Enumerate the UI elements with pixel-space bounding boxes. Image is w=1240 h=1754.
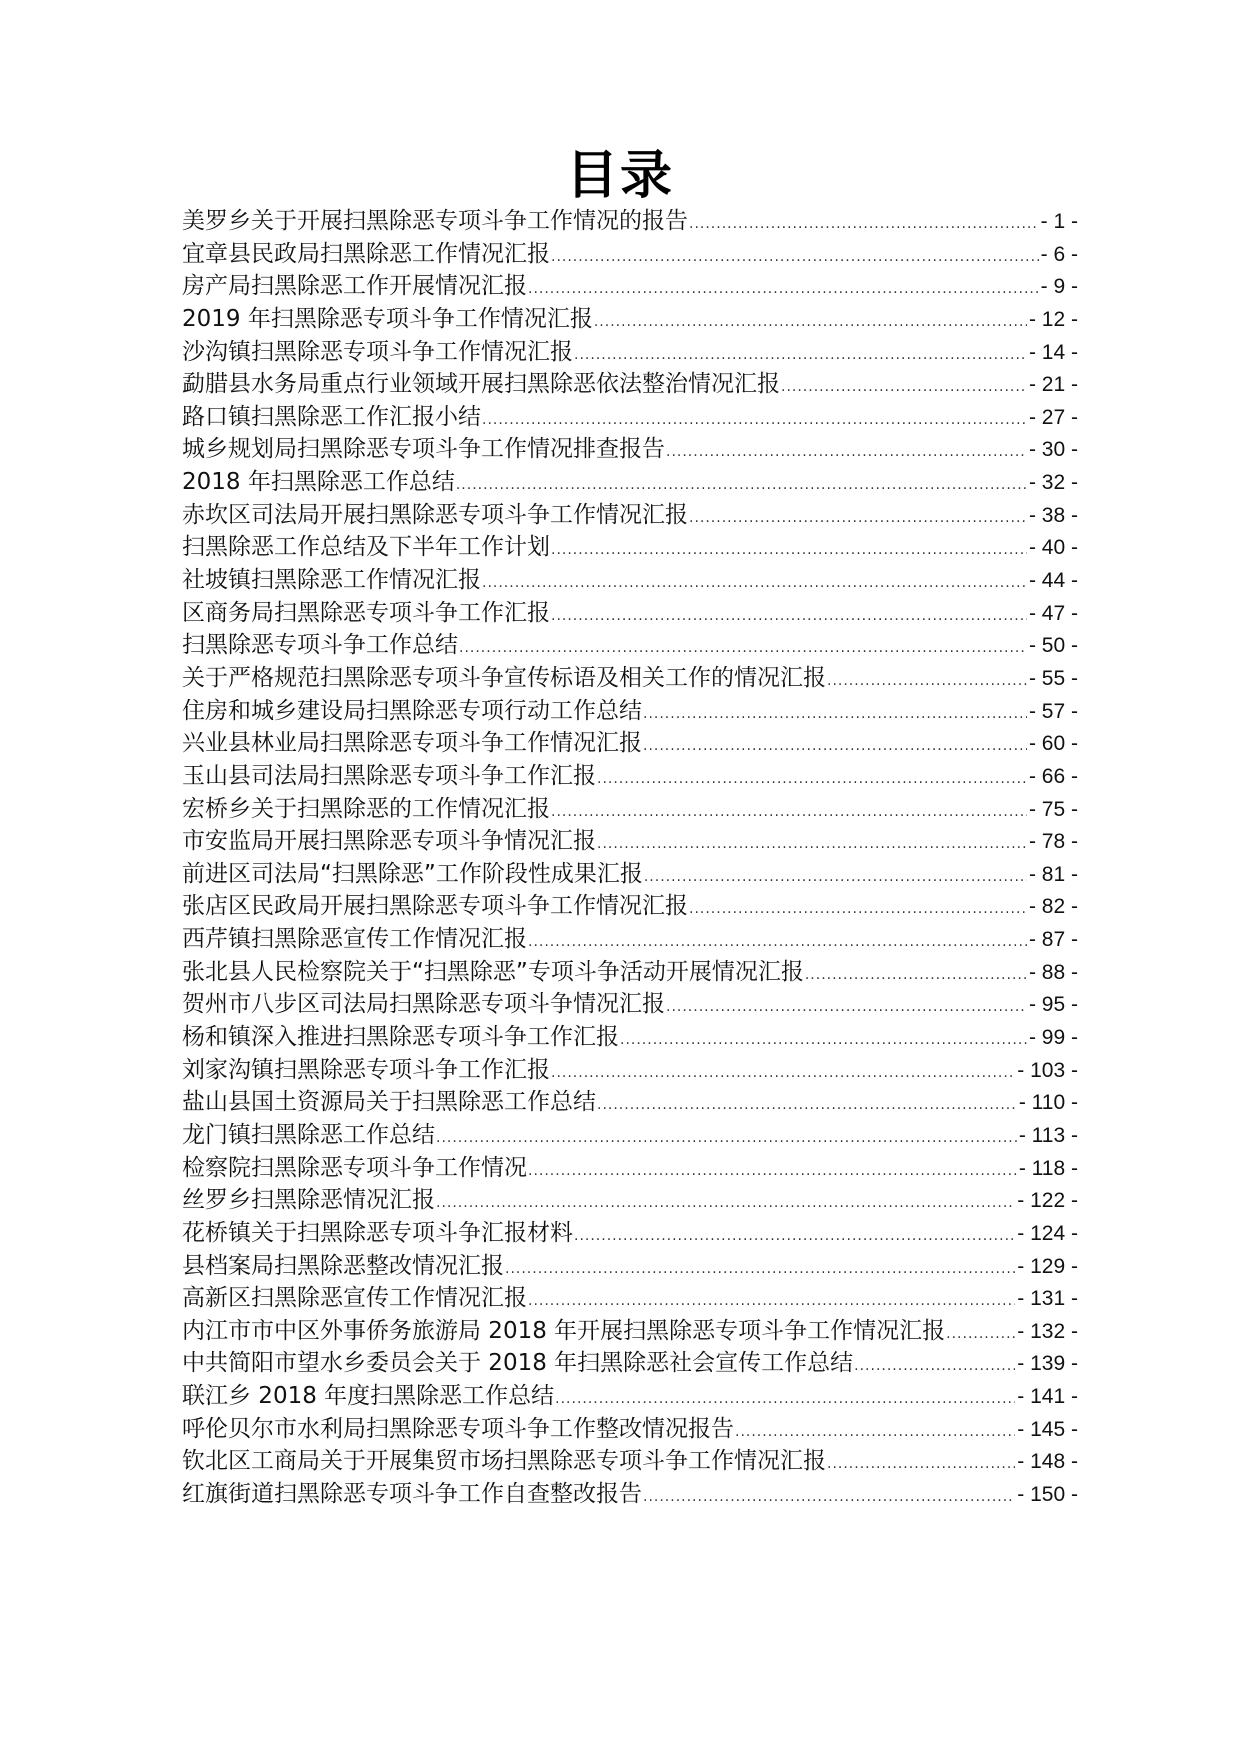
- toc-entry[interactable]: [182, 1478, 1078, 1511]
- toc-entry-title: 社坡镇扫黑除恶工作情况汇报: [182, 567, 481, 594]
- toc-entry-title: 沙沟镇扫黑除恶专项斗争工作情况汇报: [182, 338, 573, 365]
- toc-entry[interactable]: [182, 1152, 1078, 1185]
- dot-leader: [597, 763, 1027, 796]
- toc-entry-page-number: - 88 -: [1028, 960, 1078, 984]
- dot-leader: [689, 208, 1039, 241]
- toc-entry[interactable]: [182, 988, 1078, 1021]
- toc-entry[interactable]: [182, 303, 1078, 336]
- dot-leader: [827, 1448, 1015, 1481]
- toc-entry-title: 贺州市八步区司法局扫黑除恶专项斗争情况汇报: [182, 991, 665, 1018]
- toc-entry[interactable]: [182, 662, 1078, 695]
- dot-leader: [551, 534, 1027, 567]
- toc-entry[interactable]: [182, 368, 1078, 401]
- toc-entry[interactable]: [182, 1380, 1078, 1413]
- toc-entry-title: 杨和镇深入推进扫黑除恶专项斗争工作汇报: [182, 1024, 619, 1051]
- toc-entry-title: 呼伦贝尔市水利局扫黑除恶专项斗争工作整改情况报告: [182, 1415, 734, 1442]
- toc-entry-page-number: - 82 -: [1028, 895, 1078, 919]
- toc-entry-page-number: - 32 -: [1028, 471, 1078, 495]
- toc-entry-page-number: - 40 -: [1028, 536, 1078, 560]
- toc-entry-page-number: - 60 -: [1028, 732, 1078, 756]
- toc-entry-page-number: - 141 -: [1017, 1385, 1078, 1409]
- toc-entry-page-number: - 148 -: [1017, 1450, 1078, 1474]
- dot-leader: [735, 1416, 1015, 1449]
- toc-entry-page-number: - 131 -: [1017, 1287, 1078, 1311]
- toc-entry-page-number: - 78 -: [1028, 830, 1078, 854]
- toc-entry-page-number: - 27 -: [1028, 405, 1078, 429]
- toc-entry-page-number: - 38 -: [1028, 503, 1078, 527]
- toc-entry-title: 市安监局开展扫黑除恶专项斗争情况汇报: [182, 828, 596, 855]
- toc-entry[interactable]: [182, 1119, 1078, 1152]
- dot-leader: [594, 306, 1027, 339]
- toc-entry-page-number: - 150 -: [1017, 1482, 1078, 1506]
- toc-entry-title: 丝罗乡扫黑除恶情况汇报: [182, 1187, 435, 1214]
- toc-entry-title: 内江市市中区外事侨务旅游局 2018 年开展扫黑除恶专项斗争工作情况汇报: [182, 1317, 946, 1344]
- toc-entry-title: 兴业县林业局扫黑除恶专项斗争工作情况汇报: [182, 730, 642, 757]
- toc-entry-page-number: - 47 -: [1028, 601, 1078, 625]
- toc-entry-page-number: - 118 -: [1018, 1156, 1078, 1180]
- dot-leader: [644, 861, 1027, 894]
- dot-leader: [597, 828, 1027, 861]
- toc-entry[interactable]: [182, 564, 1078, 597]
- toc-entry[interactable]: [182, 760, 1078, 793]
- toc-entry[interactable]: [182, 1315, 1078, 1348]
- toc-entry-page-number: - 6 -: [1040, 242, 1078, 266]
- toc-entry-title: 宜章县民政局扫黑除恶工作情况汇报: [182, 240, 550, 267]
- toc-entry[interactable]: [182, 466, 1078, 499]
- dot-leader: [781, 371, 1027, 404]
- dot-leader: [854, 1350, 1015, 1383]
- dot-leader: [643, 1481, 1015, 1514]
- toc-entry-title: 联江乡 2018 年度扫黑除恶工作总结: [182, 1383, 555, 1410]
- toc-entry-page-number: - 81 -: [1028, 862, 1078, 886]
- dot-leader: [643, 730, 1027, 763]
- page-title: 目录: [565, 146, 674, 206]
- toc-entry-page-number: - 129 -: [1017, 1254, 1078, 1278]
- toc-entry[interactable]: [182, 1217, 1078, 1250]
- toc-entry-page-number: - 110 -: [1018, 1091, 1078, 1115]
- toc-entry[interactable]: [182, 336, 1078, 369]
- toc-entry-title: 张店区民政局开展扫黑除恶专项斗争工作情况汇报: [182, 893, 688, 920]
- toc-entry[interactable]: [182, 727, 1078, 760]
- dot-leader: [666, 436, 1027, 469]
- toc-entry-title: 住房和城乡建设局扫黑除恶专项行动工作总结: [182, 697, 642, 724]
- toc-entry-page-number: - 66 -: [1028, 764, 1078, 788]
- toc-entry[interactable]: [182, 531, 1078, 564]
- toc-entry[interactable]: [182, 499, 1078, 532]
- toc-entry-page-number: - 139 -: [1017, 1352, 1078, 1376]
- dot-leader: [528, 1285, 1015, 1318]
- toc-entry-title: 2019 年扫黑除恶专项斗争工作情况汇报: [182, 305, 593, 332]
- toc-entry[interactable]: [182, 1054, 1078, 1087]
- toc-entry[interactable]: [182, 825, 1078, 858]
- toc-entry-page-number: - 145 -: [1017, 1417, 1078, 1441]
- dot-leader: [805, 959, 1027, 992]
- toc-entry-page-number: - 14 -: [1028, 340, 1078, 364]
- toc-entry[interactable]: [182, 923, 1078, 956]
- dot-leader: [620, 1024, 1027, 1057]
- toc-entry-title: 红旗街道扫黑除恶专项斗争工作自查整改报告: [182, 1480, 642, 1507]
- dot-leader: [528, 926, 1027, 959]
- dot-leader: [528, 1155, 1017, 1188]
- toc-entry-title: 城乡规划局扫黑除恶专项斗争工作情况排查报告: [182, 436, 665, 463]
- toc-entry-page-number: - 124 -: [1017, 1221, 1078, 1245]
- toc-entry[interactable]: [182, 890, 1078, 923]
- toc-entry-title: 2018 年扫黑除恶工作总结: [182, 469, 455, 496]
- toc-entry-title: 赤坎区司法局开展扫黑除恶专项斗争工作情况汇报: [182, 501, 688, 528]
- toc-entry-page-number: - 103 -: [1017, 1058, 1078, 1082]
- toc-entry-title: 龙门镇扫黑除恶工作总结: [182, 1121, 435, 1148]
- dot-leader: [574, 1220, 1015, 1253]
- toc-entry-page-number: - 113 -: [1018, 1123, 1078, 1147]
- toc-entry[interactable]: [182, 629, 1078, 662]
- toc-entry-title: 宏桥乡关于扫黑除恶的工作情况汇报: [182, 795, 550, 822]
- table-of-contents: [182, 205, 1078, 1511]
- toc-entry[interactable]: [182, 1021, 1078, 1054]
- toc-entry-page-number: - 57 -: [1028, 699, 1078, 723]
- dot-leader: [436, 1187, 1015, 1220]
- toc-entry[interactable]: [182, 205, 1078, 238]
- dot-leader: [597, 1089, 1017, 1122]
- toc-entry-title: 钦北区工商局关于开展集贸市场扫黑除恶专项斗争工作情况汇报: [182, 1448, 826, 1475]
- toc-entry-title: 扫黑除恶专项斗争工作总结: [182, 632, 458, 659]
- dot-leader: [456, 469, 1027, 502]
- toc-entry[interactable]: [182, 433, 1078, 466]
- dot-leader: [505, 1253, 1015, 1286]
- toc-entry-page-number: - 55 -: [1028, 666, 1078, 690]
- toc-entry-page-number: - 95 -: [1028, 993, 1078, 1017]
- toc-entry-page-number: - 99 -: [1028, 1026, 1078, 1050]
- dot-leader: [643, 698, 1027, 731]
- dot-leader: [551, 796, 1027, 829]
- dot-leader: [482, 567, 1027, 600]
- dot-leader: [528, 273, 1039, 306]
- dot-leader: [551, 241, 1039, 274]
- toc-entry-title: 检察院扫黑除恶专项斗争工作情况: [182, 1154, 527, 1181]
- toc-entry-page-number: - 21 -: [1028, 373, 1078, 397]
- toc-entry-title: 高新区扫黑除恶宣传工作情况汇报: [182, 1285, 527, 1312]
- toc-entry-page-number: - 75 -: [1028, 797, 1078, 821]
- toc-entry[interactable]: [182, 1184, 1078, 1217]
- toc-entry[interactable]: [182, 695, 1078, 728]
- toc-entry-page-number: - 44 -: [1028, 569, 1078, 593]
- toc-entry-page-number: - 50 -: [1028, 634, 1078, 658]
- toc-entry-title: 县档案局扫黑除恶整改情况汇报: [182, 1252, 504, 1279]
- dot-leader: [482, 404, 1027, 437]
- toc-entry-title: 房产局扫黑除恶工作开展情况汇报: [182, 273, 527, 300]
- toc-entry-title: 中共简阳市望水乡委员会关于 2018 年扫黑除恶社会宣传工作总结: [182, 1350, 854, 1377]
- toc-entry-title: 花桥镇关于扫黑除恶专项斗争汇报材料: [182, 1219, 573, 1246]
- dot-leader: [551, 600, 1027, 633]
- toc-entry-page-number: - 30 -: [1028, 438, 1078, 462]
- toc-entry-title: 西芹镇扫黑除恶宣传工作情况汇报: [182, 926, 527, 953]
- toc-entry-title: 玉山县司法局扫黑除恶专项斗争工作汇报: [182, 762, 596, 789]
- toc-entry[interactable]: [182, 401, 1078, 434]
- toc-entry-title: 张北县人民检察院关于“扫黑除恶”专项斗争活动开展情况汇报: [182, 958, 804, 985]
- toc-entry[interactable]: [182, 1086, 1078, 1119]
- toc-entry-page-number: - 132 -: [1017, 1319, 1078, 1343]
- toc-entry[interactable]: [182, 270, 1078, 303]
- toc-entry-page-number: - 1 -: [1040, 210, 1078, 233]
- toc-entry[interactable]: [182, 1445, 1078, 1478]
- dot-leader: [551, 1057, 1015, 1090]
- dot-leader: [689, 893, 1027, 926]
- toc-entry-title: 扫黑除恶工作总结及下半年工作计划: [182, 534, 550, 561]
- dot-leader: [574, 339, 1027, 372]
- toc-entry[interactable]: [182, 1347, 1078, 1380]
- toc-entry-title: 盐山县国土资源局关于扫黑除恶工作总结: [182, 1089, 596, 1116]
- dot-leader: [436, 1122, 1017, 1155]
- toc-entry[interactable]: [182, 1250, 1078, 1283]
- toc-entry[interactable]: [182, 597, 1078, 630]
- toc-entry[interactable]: [182, 238, 1078, 271]
- toc-entry-title: 刘家沟镇扫黑除恶专项斗争工作汇报: [182, 1056, 550, 1083]
- dot-leader: [666, 991, 1027, 1024]
- toc-entry-title: 美罗乡关于开展扫黑除恶专项斗争工作情况的报告: [182, 208, 688, 234]
- toc-entry-page-number: - 87 -: [1028, 928, 1078, 952]
- toc-entry-title: 勐腊县水务局重点行业领域开展扫黑除恶依法整治情况汇报: [182, 371, 780, 398]
- toc-entry-title: 关于严格规范扫黑除恶专项斗争宣传标语及相关工作的情况汇报: [182, 664, 826, 691]
- dot-leader: [555, 1383, 1015, 1416]
- toc-entry-title: 路口镇扫黑除恶工作汇报小结: [182, 403, 481, 430]
- toc-entry[interactable]: [182, 793, 1078, 826]
- toc-entry-page-number: - 9 -: [1040, 275, 1078, 299]
- toc-entry-page-number: - 12 -: [1028, 307, 1078, 331]
- toc-entry-page-number: - 122 -: [1017, 1189, 1078, 1213]
- dot-leader: [946, 1318, 1015, 1351]
- dot-leader: [827, 665, 1027, 698]
- dot-leader: [689, 502, 1027, 535]
- toc-entry[interactable]: [182, 956, 1078, 989]
- toc-entry-title: 前进区司法局“扫黑除恶”工作阶段性成果汇报: [182, 860, 643, 887]
- toc-entry[interactable]: [182, 1413, 1078, 1446]
- toc-entry-title: 区商务局扫黑除恶专项斗争工作汇报: [182, 599, 550, 626]
- dot-leader: [459, 632, 1027, 665]
- toc-entry[interactable]: [182, 1282, 1078, 1315]
- toc-entry[interactable]: [182, 858, 1078, 891]
